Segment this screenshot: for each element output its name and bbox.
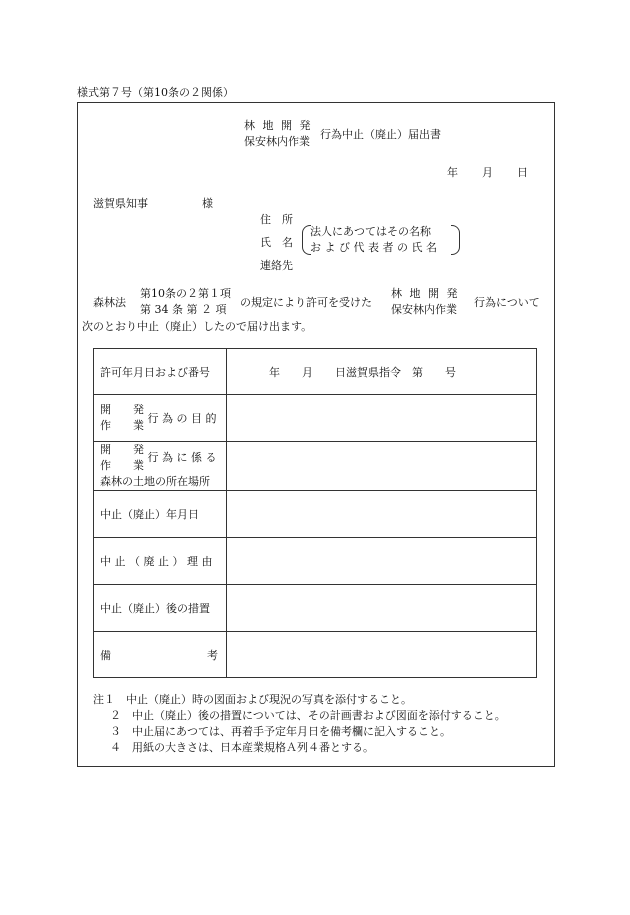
remarks-value[interactable] xyxy=(227,632,537,678)
table-row xyxy=(94,538,537,585)
remarks-label xyxy=(94,632,227,678)
location-line3: 森林の土地の所在場所 xyxy=(100,475,210,488)
note-1: 注１ 中止（廃止）時の図面および現況の写真を添付すること。 xyxy=(93,693,412,706)
note-2: ２ 中止（廃止）後の措置については、その計画書および図面を添付すること。 xyxy=(110,709,506,722)
statement-clause-line2: 第 34 条 第 ２ 項 xyxy=(140,303,227,316)
note-4: ４ 用紙の大きさは、日本産業規格Ａ列４番とする。 xyxy=(110,741,374,754)
contact-label: 連絡先 xyxy=(260,259,293,272)
table-row xyxy=(94,349,537,395)
location-value[interactable] xyxy=(227,442,537,491)
addressee-honorific: 様 xyxy=(202,197,213,210)
purpose-prefix-1: 開 発 xyxy=(100,403,144,416)
table-row xyxy=(94,395,537,442)
title-suffix: 行為中止（廃止）届出書 xyxy=(320,128,441,141)
location-prefix-1: 開 発 xyxy=(100,443,144,456)
statement-law: 森林法 xyxy=(93,296,126,309)
date-label: 中止（廃止）年月日 xyxy=(94,491,227,538)
date-day: 日 xyxy=(517,166,528,179)
corp-note-line1: 法人にあつてはその名称 xyxy=(310,225,431,238)
location-prefix-2: 作 業 xyxy=(100,459,144,472)
title-line1: 林 地 開 発 xyxy=(244,119,313,132)
corp-note xyxy=(310,224,437,256)
addressee-name: 滋賀県知事 xyxy=(93,197,148,210)
info-table xyxy=(93,348,537,678)
location-prefix xyxy=(100,442,144,474)
remarks-label-spread xyxy=(100,647,218,663)
reason-value[interactable] xyxy=(227,538,537,585)
statement-mid: の規定により許可を受けた xyxy=(240,296,372,309)
remarks-label-a: 備 xyxy=(100,648,111,662)
table-row xyxy=(94,632,537,678)
permit-label: 許可年月日および番号 xyxy=(94,349,227,395)
date-year: 年 xyxy=(447,166,458,179)
statement-end: 行為について xyxy=(474,296,540,309)
reason-label: 中 止 （ 廃 止 ） 理 由 xyxy=(94,538,227,585)
location-label xyxy=(94,442,227,491)
statement-clause xyxy=(140,286,231,318)
permit-value[interactable]: 年 月 日滋賀県指令 第 号 xyxy=(227,349,537,395)
date-value[interactable] xyxy=(227,491,537,538)
title-line2: 保安林内作業 xyxy=(244,135,310,148)
brace-right xyxy=(451,225,460,255)
measures-value[interactable] xyxy=(227,585,537,632)
purpose-value[interactable] xyxy=(227,395,537,442)
corp-note-line2: お よ び 代 表 者 の 氏 名 xyxy=(310,241,437,254)
location-suffix: 行 為 に 係 る xyxy=(147,451,217,464)
statement-clause-line1: 第10条の２第１項 xyxy=(140,287,231,300)
statement-act-line1: 林 地 開 発 xyxy=(391,287,460,300)
date-month: 月 xyxy=(482,166,493,179)
address-label: 住 所 xyxy=(260,213,293,226)
title-stack xyxy=(244,118,313,150)
table-row xyxy=(94,442,537,491)
table-row xyxy=(94,491,537,538)
purpose-suffix: 行 為 の 目 的 xyxy=(147,412,217,425)
purpose-label xyxy=(94,395,227,442)
remarks-label-b: 考 xyxy=(207,648,218,662)
statement-line2: 次のとおり中止（廃止）したので届け出ます。 xyxy=(82,320,313,333)
note-3: ３ 中止届にあつては、再着手予定年月日を備考欄に記入すること。 xyxy=(110,725,451,738)
statement-act-line2: 保安林内作業 xyxy=(391,303,457,316)
name-label: 氏 名 xyxy=(260,236,293,249)
measures-label: 中止（廃止）後の措置 xyxy=(94,585,227,632)
form-number: 様式第７号（第10条の２関係） xyxy=(77,86,234,99)
purpose-prefix xyxy=(100,402,144,434)
purpose-prefix-2: 作 業 xyxy=(100,419,144,432)
statement-act xyxy=(391,286,460,318)
table-row xyxy=(94,585,537,632)
